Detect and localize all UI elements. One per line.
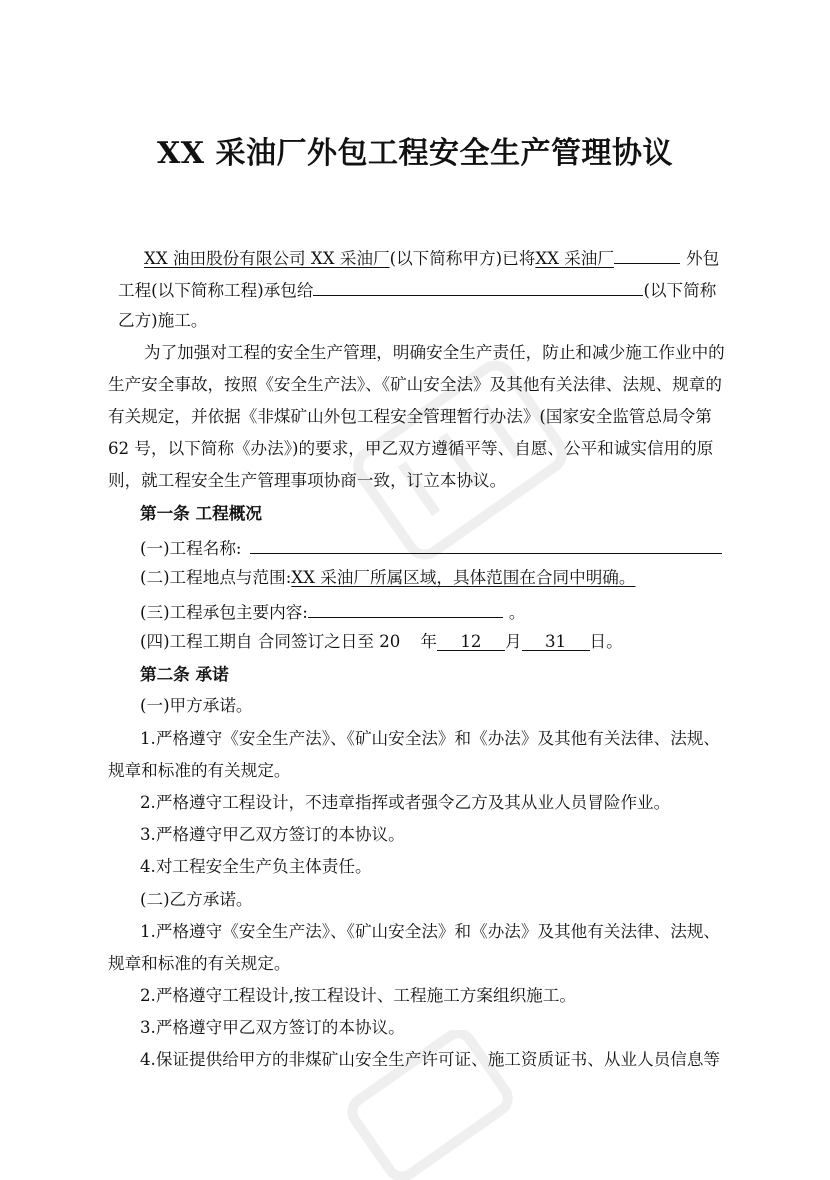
month-unit: 月 <box>504 632 522 651</box>
party-b-heading: (二)乙方承诺。 <box>140 890 253 909</box>
contents-label: (三)工程承包主要内容: <box>140 603 308 622</box>
article1-heading: 第一条 工程概况 <box>140 503 262 523</box>
period-label: (四)工程工期自 合同签订之日至 20 <box>140 632 401 651</box>
party-a-item-4: 4.对工程安全生产负主体责任。 <box>140 857 372 876</box>
party-a-heading: (一)甲方承诺。 <box>140 696 253 715</box>
contents-end: 。 <box>508 603 526 622</box>
location-label: (二)工程地点与范围: <box>140 568 292 587</box>
project-name-field[interactable] <box>250 536 722 554</box>
party-b-item-1-line-1: 1.严格遵守《安全生产法》、《矿山安全法》和《办法》及其他有关法律、法规、 <box>140 922 721 941</box>
contents-row <box>140 600 525 623</box>
location-end: 。 <box>618 568 636 587</box>
purpose-line-3: 有关规定，并依据《非煤矿山外包工程安全管理暂行办法》(国家安全监管总局令第 <box>108 407 712 426</box>
location-row <box>140 568 635 588</box>
intro-line-1 <box>144 246 719 269</box>
party-b-item-3: 3.严格遵守甲乙双方签订的本协议。 <box>140 1018 405 1037</box>
day-field[interactable]: 31 <box>522 633 590 651</box>
project-name-blank[interactable] <box>614 246 680 264</box>
day-unit: 日。 <box>589 632 623 651</box>
article2-heading: 第二条 承诺 <box>140 664 229 684</box>
period-row <box>140 632 623 652</box>
intro-abbr: (以下简称甲方)已将 <box>389 249 536 268</box>
party-a-item-2: 2.严格遵守工程设计，不违章指挥或者强令乙方及其从业人员冒险作业。 <box>140 793 671 812</box>
month-field[interactable]: 12 <box>437 633 505 651</box>
location-value: XX 采油厂所属区域，具体范围在合同中明确 <box>291 568 619 587</box>
party-b-item-4: 4.保证提供给甲方的非煤矿山安全生产许可证、施工资质证书、从业人员信息等 <box>140 1050 721 1069</box>
purpose-line-1: 为了加强对工程的安全生产管理，明确安全生产责任，防止和减少施工作业中的 <box>144 343 725 362</box>
intro-line-3: 乙方)施工。 <box>118 311 208 330</box>
party-a-item-1-line-2: 规章和标准的有关规定。 <box>108 761 291 780</box>
intro-line2-tail: (以下简称 <box>643 281 717 300</box>
party-a-item-1-line-1: 1.严格遵守《安全生产法》、《矿山安全法》和《办法》及其他有关法律、法规、 <box>140 729 721 748</box>
intro-line-2 <box>118 278 716 301</box>
intro-line2-head: 工程(以下简称工程)承包给 <box>118 281 314 300</box>
purpose-line-5: 则，就工程安全生产管理事项协商一致，订立本协议。 <box>108 471 507 490</box>
page-title: XX 采油厂外包工程安全生产管理协议 <box>157 136 673 171</box>
purpose-line-2: 生产安全事故，按照《安全生产法》、《矿山安全法》及其他有关法律、法规、规章的 <box>108 375 722 394</box>
project-name-prefix: XX 采油厂 <box>535 249 614 268</box>
contents-field[interactable] <box>308 600 503 618</box>
contractor-blank[interactable] <box>313 278 643 296</box>
party-b-item-2: 2.严格遵守工程设计,按工程设计、工程施工方案组织施工。 <box>140 986 576 1005</box>
purpose-line-4: 62 号，以下简称《办法》)的要求，甲乙双方遵循平等、自愿、公平和诚实信用的原 <box>108 439 714 458</box>
party-a-item-3: 3.严格遵守甲乙双方签订的本协议。 <box>140 825 405 844</box>
party-b-item-1-line-2: 规章和标准的有关规定。 <box>108 954 291 973</box>
year-unit: 年 <box>420 632 437 651</box>
project-name-row <box>140 536 722 559</box>
project-name-label: (一)工程名称: <box>140 539 242 558</box>
party-a-name: XX 油田股份有限公司 XX 采油厂 <box>144 249 390 268</box>
intro-line1-tail: 外包 <box>686 249 720 268</box>
